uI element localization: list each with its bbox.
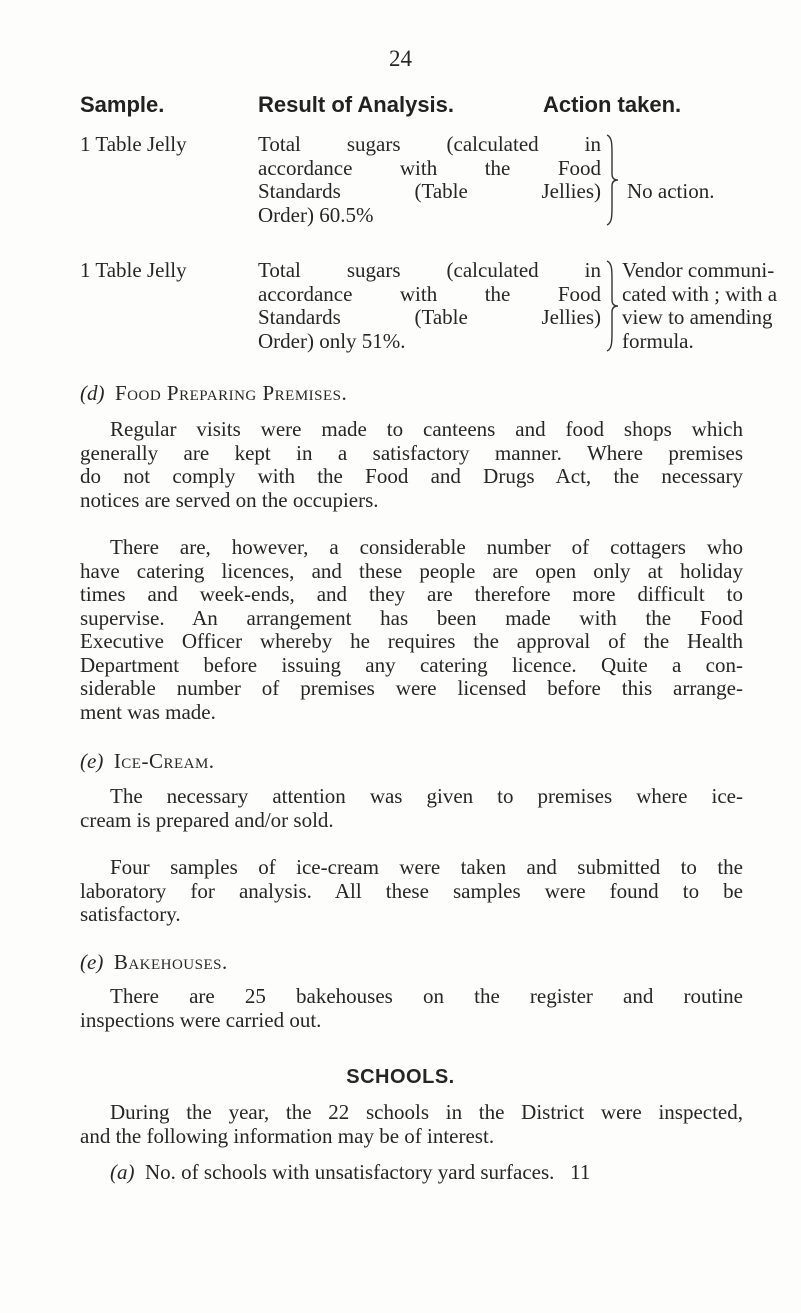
header-action: Action taken. bbox=[543, 92, 682, 117]
row1-result-line: accordance with the Food bbox=[258, 155, 601, 180]
row2-result-line: accordance with the Food bbox=[258, 281, 601, 306]
section-title: Ice-Cream. bbox=[113, 749, 215, 773]
paragraph-line: inspections were carried out. bbox=[80, 1007, 322, 1032]
paragraph-line: There are 25 bakehouses on the register and routine bbox=[110, 984, 743, 1008]
paragraph-food-premises-1 bbox=[80, 418, 743, 512]
row2-action-line: Vendor communi- bbox=[622, 258, 775, 282]
row2-result-line: Total sugars (calculated in bbox=[258, 258, 601, 282]
paragraph-ice-cream-1 bbox=[80, 785, 743, 832]
section-heading-food-premises bbox=[80, 381, 347, 405]
row2-brace bbox=[604, 260, 620, 352]
row2-result bbox=[258, 259, 601, 353]
row1-sample: 1 Table Jelly bbox=[80, 132, 187, 156]
paragraph-line: ment was made. bbox=[80, 699, 216, 724]
section-title: Food Preparing Premises. bbox=[115, 381, 348, 405]
section-label: (e) bbox=[80, 950, 104, 974]
section-heading-bakehouses bbox=[80, 950, 228, 974]
item-value: 11 bbox=[570, 1160, 591, 1184]
row1-result bbox=[258, 133, 601, 227]
section-label: (e) bbox=[80, 749, 104, 773]
paragraph-line: cream is prepared and/or sold. bbox=[80, 807, 334, 832]
header-sample: Sample. bbox=[80, 92, 165, 117]
row2-action-line: formula. bbox=[622, 328, 694, 353]
paragraph-line: notices are served on the occupiers. bbox=[80, 487, 379, 512]
row1-action: No action. bbox=[627, 179, 715, 203]
paragraph-schools bbox=[80, 1101, 743, 1148]
section-heading-ice-cream bbox=[80, 749, 215, 773]
row1-brace bbox=[604, 134, 620, 226]
paragraph-line: times and week-ends, and they are therefore more difficult to bbox=[80, 582, 743, 606]
paragraph-line: have catering licences, and these people are open only at holiday bbox=[80, 558, 743, 583]
row1-result-line: Total sugars (calculated in bbox=[258, 132, 601, 156]
row2-action-line: cated with ; with a bbox=[622, 281, 778, 306]
paragraph-line: The necessary attention was given to premises where ice- bbox=[110, 784, 743, 808]
item-label: (a) bbox=[110, 1160, 135, 1184]
header-result: Result of Analysis. bbox=[258, 92, 455, 117]
paragraph-line: There are, however, a considerable number of cottagers who bbox=[110, 535, 743, 559]
row2-action-line: view to amending bbox=[622, 305, 773, 329]
paragraph-line: siderable number of premises were licensed before this arrange- bbox=[80, 676, 743, 700]
page-number: 24 bbox=[389, 46, 412, 71]
row2-result-line: Standards (Table Jellies) bbox=[258, 305, 601, 329]
paragraph-line: generally are kept in a satisfactory manner. Where premises bbox=[80, 440, 743, 465]
row2-sample: 1 Table Jelly bbox=[80, 258, 187, 282]
paragraph-line: During the year, the 22 schools in the District were inspected, bbox=[110, 1100, 743, 1124]
row2-result-line: Order) only 51%. bbox=[258, 328, 406, 353]
paragraph-line: Four samples of ice-cream were taken and submitted to the bbox=[110, 855, 743, 879]
schools-item-yard-surfaces bbox=[110, 1160, 590, 1185]
paragraph-line: laboratory for analysis. All these samples were found to be bbox=[80, 878, 743, 903]
row1-result-line: Order) 60.5% bbox=[258, 202, 374, 227]
section-title: Bakehouses. bbox=[113, 950, 228, 974]
paragraph-line: supervise. An arrangement has been made with the Food bbox=[80, 605, 743, 630]
paragraph-line: do not comply with the Food and Drugs Act, the necessary bbox=[80, 464, 743, 488]
item-text: No. of schools with unsatisfactory yard surfaces. bbox=[145, 1160, 555, 1184]
paragraph-ice-cream-2 bbox=[80, 856, 743, 927]
paragraph-bakehouses bbox=[80, 985, 743, 1032]
paragraph-line: satisfactory. bbox=[80, 902, 181, 926]
section-label: (d) bbox=[80, 381, 105, 405]
schools-heading: SCHOOLS. bbox=[346, 1066, 455, 1088]
paragraph-line: Executive Officer whereby he requires the approval of the Health bbox=[80, 629, 743, 653]
paragraph-line: and the following information may be of interest. bbox=[80, 1123, 495, 1148]
paragraph-line: Regular visits were made to canteens and food shops which bbox=[110, 417, 743, 441]
row2-action bbox=[622, 258, 778, 353]
paragraph-food-premises-2 bbox=[80, 536, 743, 724]
row1-result-line: Standards (Table Jellies) bbox=[258, 179, 601, 203]
paragraph-line: Department before issuing any catering licence. Quite a con- bbox=[80, 652, 743, 677]
